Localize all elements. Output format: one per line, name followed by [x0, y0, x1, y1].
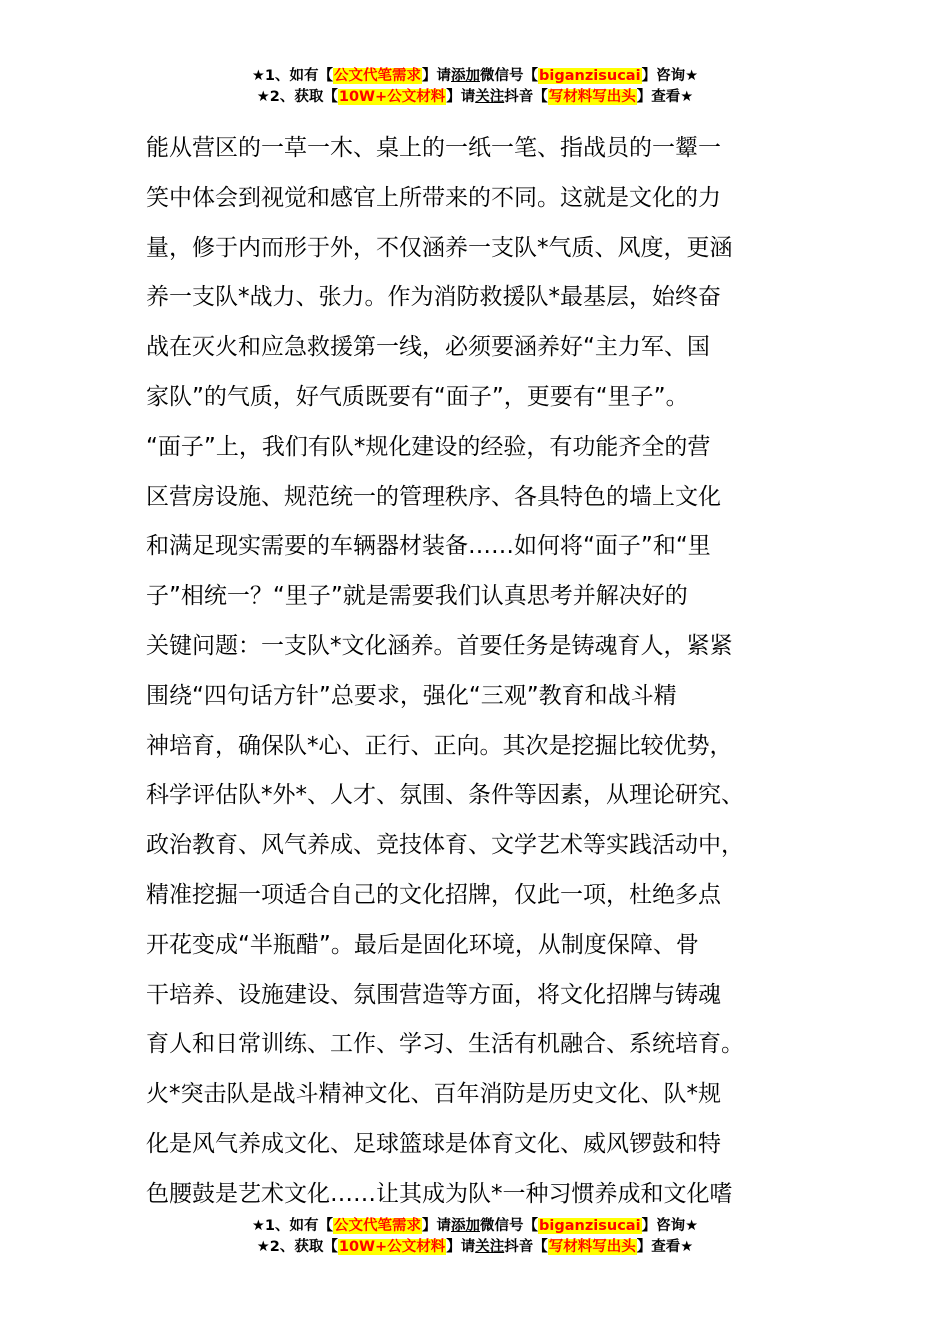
banner-text: 微信号【 [480, 1218, 539, 1234]
banner-text: 】请 [446, 89, 476, 105]
banner-text: 抖音【 [504, 89, 548, 105]
text-line: 家队”的气质，好气质既要有“面子”，更要有“里子”。 [146, 383, 689, 410]
text-line: 养一支队*战力、张力。作为消防救援队*最基层，始终奋 [146, 284, 721, 311]
banner-line-2 [0, 87, 950, 108]
underlined-text: 关注 [475, 1239, 505, 1255]
banner-text: 1、如有【 [264, 68, 334, 84]
text-line: 笑中体会到视觉和感官上所带来的不同。这就是文化的力 [146, 184, 721, 211]
star-icon: ★ [685, 1218, 699, 1234]
highlight-douyin-account: 写材料写出头 [548, 1239, 636, 1255]
text-line: 能从营区的一草一木、桌上的一纸一笔、指战员的一颦一 [146, 135, 721, 161]
highlight-service: 公文代笔需求 [334, 1218, 422, 1234]
banner-text: 1、如有【 [264, 1218, 334, 1234]
star-icon: ★ [256, 89, 270, 105]
banner-text: 】咨询 [641, 1218, 686, 1234]
header-banner [0, 66, 950, 108]
banner-text: 抖音【 [504, 1239, 548, 1255]
text-line: 关键问题：一支队*文化涵养。首要任务是铸魂育人，紧紧 [146, 632, 733, 659]
text-line: 政治教育、风气养成、竞技体育、文学艺术等实践活动中， [146, 832, 744, 859]
text-line: 化是风气养成文化、足球篮球是体育文化、威风锣鼓和特 [146, 1130, 721, 1157]
banner-text: 】咨询 [641, 68, 686, 84]
banner-line-1 [0, 1216, 950, 1237]
banner-text: 微信号【 [480, 68, 539, 84]
text-line: 战在灭火和应急救援第一线，必须要涵养好“主力军、国 [146, 334, 710, 361]
star-icon: ★ [680, 1239, 694, 1255]
text-line: 量，修于内而形于外，不仅涵养一支队*气质、风度，更涵 [146, 234, 733, 261]
text-line: 精准挖掘一项适合自己的文化招牌，仅此一项，杜绝多点 [146, 881, 721, 908]
text-line: 育人和日常训练、工作、学习、生活有机融合、系统培育。 [146, 1031, 744, 1058]
highlight-materials: 10W+公文材料 [338, 1239, 446, 1255]
star-icon: ★ [251, 1218, 265, 1234]
highlight-wechat-id: biganzisucai [539, 68, 641, 84]
banner-text: 】请 [422, 68, 452, 84]
text-line: “面子”上，我们有队*规化建设的经验，有功能齐全的营 [146, 433, 711, 460]
text-line: 色腰鼓是艺术文化……让其成为队*一种习惯养成和文化嗜 [146, 1180, 733, 1207]
text-line: 围绕“四句话方针”总要求，强化“三观”教育和战斗精 [146, 682, 677, 709]
star-icon: ★ [680, 89, 694, 105]
banner-text: 】请 [446, 1239, 476, 1255]
text-line: 神培育，确保队*心、正行、正向。其次是挖掘比较优势， [146, 732, 733, 759]
star-icon: ★ [256, 1239, 270, 1255]
banner-text: 2、获取【 [269, 89, 338, 105]
footer-banner [0, 1216, 950, 1258]
banner-line-1 [0, 66, 950, 87]
star-icon: ★ [685, 68, 699, 84]
banner-text: 】请 [422, 1218, 452, 1234]
body-paragraph [146, 124, 816, 1220]
text-line: 火*突击队是战斗精神文化、百年消防是历史文化、队*规 [146, 1081, 721, 1108]
text-line: 和满足现实需要的车辆器材装备……如何将“面子”和“里 [146, 533, 711, 560]
text-line: 开花变成“半瓶醋”。最后是固化环境，从制度保障、骨 [146, 931, 699, 958]
text-line: 科学评估队*外*、人才、氛围、条件等因素，从理论研究、 [146, 782, 744, 809]
banner-text: 2、获取【 [269, 1239, 338, 1255]
banner-text: 】查看 [636, 1239, 681, 1255]
highlight-service: 公文代笔需求 [334, 68, 422, 84]
highlight-materials: 10W+公文材料 [338, 89, 446, 105]
star-icon: ★ [251, 68, 265, 84]
banner-text: 】查看 [636, 89, 681, 105]
text-line: 区营房设施、规范统一的管理秩序、各具特色的墙上文化 [146, 483, 721, 510]
banner-line-2 [0, 1237, 950, 1258]
text-line: 干培养、设施建设、氛围营造等方面，将文化招牌与铸魂 [146, 981, 721, 1008]
underlined-text: 添加 [451, 1218, 481, 1234]
underlined-text: 添加 [451, 68, 481, 84]
highlight-wechat-id: biganzisucai [539, 1218, 641, 1234]
underlined-text: 关注 [475, 89, 505, 105]
text-line: 子”相统一？“里子”就是需要我们认真思考并解决好的 [146, 583, 688, 610]
highlight-douyin-account: 写材料写出头 [548, 89, 636, 105]
